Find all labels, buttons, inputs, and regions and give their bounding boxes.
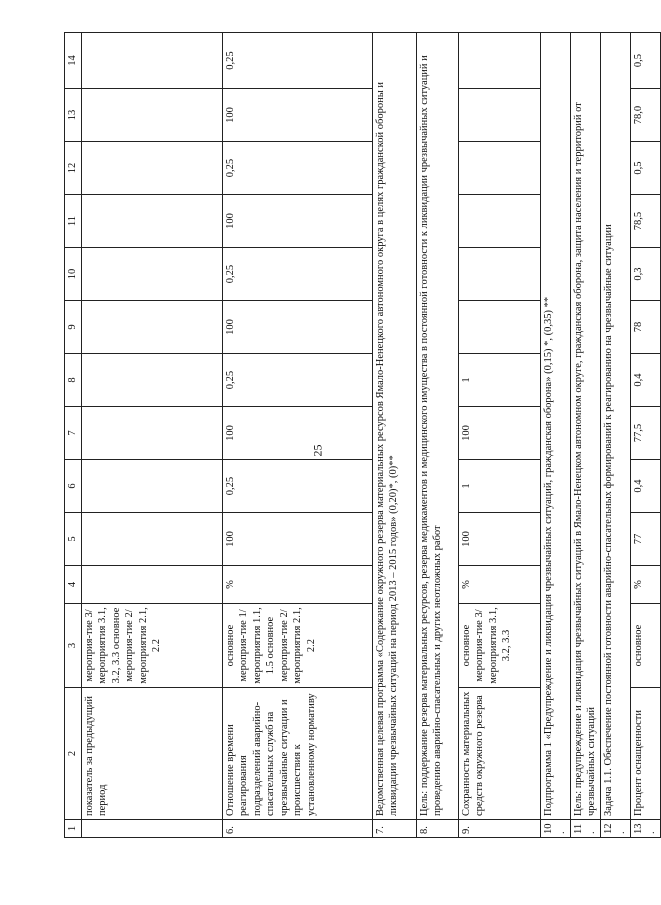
value-cell: 77,5 bbox=[630, 407, 660, 460]
table-row bbox=[223, 33, 373, 838]
row-number: 11. bbox=[570, 820, 600, 838]
indicator-name: Сохранность материальных средств окружного резерва bbox=[459, 688, 541, 820]
row-number: 12. bbox=[600, 820, 630, 838]
column-number: 14 bbox=[65, 33, 82, 89]
value-cell bbox=[459, 89, 541, 142]
value-cell: 100 bbox=[223, 407, 373, 460]
value-cell bbox=[82, 89, 223, 142]
value-cell bbox=[82, 513, 223, 566]
value-cell: 0,3 bbox=[630, 248, 660, 301]
row-number: 6. bbox=[223, 820, 373, 838]
column-number: 1 bbox=[65, 820, 82, 838]
row-number bbox=[82, 820, 223, 838]
column-number: 3 bbox=[65, 604, 82, 688]
value-cell: 0,25 bbox=[223, 248, 373, 301]
row-number: 10. bbox=[541, 820, 571, 838]
program-title: Ведомственная целевая программа «Содержание окружного резерва материальных ресурсов Ямало-Ненецкого автономного округа в целях гражданской обороны и ликвидации чрезвычайных ситуаций на период 2013 – 2015 годов» (0,20)*, (0)** bbox=[373, 33, 417, 820]
value-cell: 100 bbox=[459, 513, 541, 566]
row-number: 8. bbox=[417, 820, 459, 838]
value-cell bbox=[82, 248, 223, 301]
value-cell: 100 bbox=[223, 195, 373, 248]
value-cell: 1 bbox=[459, 354, 541, 407]
indicator-name: показатель за предыдущий период bbox=[82, 688, 223, 820]
value-cell: 0,25 bbox=[223, 33, 373, 89]
unit bbox=[82, 566, 223, 604]
column-number: 2 bbox=[65, 688, 82, 820]
unit: % bbox=[630, 566, 660, 604]
value-cell: 0,4 bbox=[630, 460, 660, 513]
rotated-table-container bbox=[64, 33, 658, 838]
column-number: 8 bbox=[65, 354, 82, 407]
value-cell: 78,0 bbox=[630, 89, 660, 142]
value-cell bbox=[82, 195, 223, 248]
value-cell bbox=[459, 248, 541, 301]
task-text: Задача 1.1. Обеспечение постоянной готовности аварийно-спасательных формирований к реагированию на чрезвычайные ситуации bbox=[600, 33, 630, 820]
value-cell: 100 bbox=[223, 513, 373, 566]
value-cell: 0,5 bbox=[630, 142, 660, 195]
value-cell: 0,4 bbox=[630, 354, 660, 407]
value-cell bbox=[459, 301, 541, 354]
indicator-name: Процент оснащенности bbox=[630, 688, 660, 820]
value-cell: 78 bbox=[630, 301, 660, 354]
value-cell: 0,25 bbox=[223, 354, 373, 407]
value-cell: 0,25 bbox=[223, 460, 373, 513]
unit: % bbox=[459, 566, 541, 604]
indicators-table bbox=[64, 32, 661, 838]
value-cell bbox=[459, 33, 541, 89]
column-number: 11 bbox=[65, 195, 82, 248]
column-number: 5 bbox=[65, 513, 82, 566]
value-cell bbox=[82, 460, 223, 513]
program-measure: основное мероприя-тие 3/мероприятия 3.1, 3.2, 3.3 bbox=[459, 604, 541, 688]
column-number: 12 bbox=[65, 142, 82, 195]
value-cell: 100 bbox=[223, 301, 373, 354]
table-row bbox=[417, 33, 459, 838]
value-cell bbox=[82, 301, 223, 354]
table-row bbox=[82, 33, 223, 838]
row-number: 9. bbox=[459, 820, 541, 838]
value-cell bbox=[459, 195, 541, 248]
table-row bbox=[459, 33, 541, 838]
value-cell: 0,5 bbox=[630, 33, 660, 89]
table-row bbox=[570, 33, 600, 838]
table-row bbox=[541, 33, 571, 838]
program-measure: основное мероприя-тие 1/мероприятия 1.1, 1.5 основное мероприя-тие 2/мероприятия 2.1, 2.2 bbox=[223, 604, 373, 688]
value-cell: 78,5 bbox=[630, 195, 660, 248]
row-number: 13. bbox=[630, 820, 660, 838]
value-cell bbox=[82, 142, 223, 195]
unit: % bbox=[223, 566, 373, 604]
column-number: 9 bbox=[65, 301, 82, 354]
value-cell bbox=[82, 354, 223, 407]
column-number-header-row bbox=[65, 33, 82, 838]
table-row bbox=[630, 33, 660, 838]
program-measure: мероприя-тие 3/мероприятия 3.1, 3.2, 3.3 основное мероприя-тие 2/мероприятия 2.1, 2.2 bbox=[82, 604, 223, 688]
value-cell: 100 bbox=[223, 89, 373, 142]
value-cell: 0,25 bbox=[223, 142, 373, 195]
value-cell: 100 bbox=[459, 407, 541, 460]
row-number: 7. bbox=[373, 820, 417, 838]
table-row bbox=[373, 33, 417, 838]
value-cell bbox=[82, 33, 223, 89]
value-cell bbox=[82, 407, 223, 460]
column-number: 10 bbox=[65, 248, 82, 301]
indicator-name: Отношение времени реагирования подразделений аварийно-спасательных служб на чрезвычайные ситуации и происшествия к установленному нормативу bbox=[223, 688, 373, 820]
value-cell bbox=[459, 142, 541, 195]
column-number: 13 bbox=[65, 89, 82, 142]
table-row bbox=[600, 33, 630, 838]
column-number: 4 bbox=[65, 566, 82, 604]
value-cell: 77 bbox=[630, 513, 660, 566]
page-number: 25 bbox=[310, 444, 325, 457]
program-measure: основное bbox=[630, 604, 660, 688]
column-number: 7 bbox=[65, 407, 82, 460]
subprogram-title: Подпрограмма 1 «Предупреждение и ликвидация чрезвычайных ситуаций, гражданская оборона» (0,15) *, (0,35) ** bbox=[541, 33, 571, 820]
goal-text: Цель: поддержание резерва материальных ресурсов, резерва медикаментов и медицинского имущества в постоянной готовности к ликвидации чрезвычайных ситуаций и проведению аварийно-спасательных и других неотложных работ bbox=[417, 33, 459, 820]
column-number: 6 bbox=[65, 460, 82, 513]
goal-text: Цель: предупреждение и ликвидация чрезвычайных ситуаций в Ямало-Ненецком автономном округе, гражданская оборона, защита населения и территорий от чрезвычайных ситуаций bbox=[570, 33, 600, 820]
value-cell: 1 bbox=[459, 460, 541, 513]
